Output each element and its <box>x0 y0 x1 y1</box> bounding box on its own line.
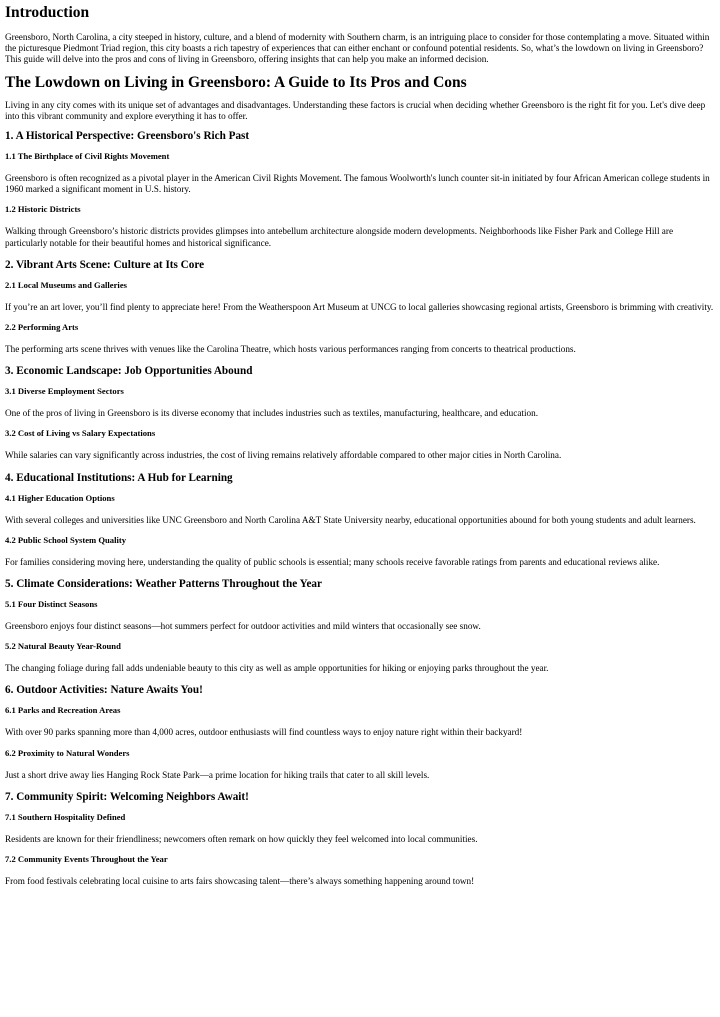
subsection-text: With several colleges and universities like UNC Greensboro and North Carolina A&T State University nearby, educational opportunities abound for both young students and adult learners. <box>5 514 696 525</box>
subsection-heading: 7.1 Southern Hospitality Defined <box>5 811 126 822</box>
subsection-text: The changing foliage during fall adds undeniable beauty to this city as well as ample opportunities for hiking or enjoying parks throughout the year. <box>5 663 549 674</box>
subsection-heading: 5.1 Four Distinct Seasons <box>5 599 98 610</box>
subsection-text: Greensboro is often recognized as a pivotal player in the American Civil Rights Movement. The famous Woolworth's lunch counter sit-in initiated by four African American college students in 1960 marked a significant moment in U.S. history. <box>5 173 710 195</box>
subsection-text: Residents are known for their friendliness; newcomers often remark on how quickly they feel welcomed into local communities. <box>5 833 478 844</box>
section-heading: 2. Vibrant Arts Scene: Culture at Its Core <box>5 258 205 271</box>
intro-heading: Introduction <box>5 4 90 21</box>
section-heading: 7. Community Spirit: Welcoming Neighbors Await! <box>5 790 249 803</box>
article-title: The Lowdown on Living in Greensboro: A Guide to Its Pros and Cons <box>5 73 467 91</box>
subsection-heading: 5.2 Natural Beauty Year-Round <box>5 641 121 652</box>
section-heading: 6. Outdoor Activities: Nature Awaits You! <box>5 684 203 697</box>
subsection-text: One of the pros of living in Greensboro is its diverse economy that includes industries such as textiles, manufacturing, healthcare, and education. <box>5 408 538 419</box>
section-heading: 1. A Historical Perspective: Greensboro's Rich Past <box>5 130 250 143</box>
subsection-text: From food festivals celebrating local cuisine to arts fairs showcasing talent—there’s always something happening around town! <box>5 876 475 887</box>
section-heading: 4. Educational Institutions: A Hub for Learning <box>5 471 233 484</box>
subsection-text: For families considering moving here, understanding the quality of public schools is essential; many schools receive favorable ratings from parents and educational reviews alike. <box>5 556 660 567</box>
section-heading: 5. Climate Considerations: Weather Patterns Throughout the Year <box>5 578 322 591</box>
subsection-heading: 3.2 Cost of Living vs Salary Expectations <box>5 428 156 439</box>
article-lead: Living in any city comes with its unique set of advantages and disadvantages. Understanding these factors is crucial when deciding whether Greensboro is the right fit for you. Let's dive deep into this vibrant community and explore everything it has to offer. <box>5 99 706 121</box>
subsection-heading: 4.1 Higher Education Options <box>5 492 115 503</box>
subsection-text: Walking through Greensboro’s historic districts provides glimpses into antebellum architecture alongside modern developments. Neighborhoods like Fisher Park and College Hill are particularly notable for their beautiful homes and historical significance. <box>5 226 674 248</box>
subsection-heading: 6.2 Proximity to Natural Wonders <box>5 747 130 758</box>
intro-paragraph: Greensboro, North Carolina, a city steeped in history, culture, and a blend of modernity with Southern charm, is an intriguing place to consider for those contemplating a move. Situated within the picturesque Piedmont Triad region, this city boasts a rich tapestry of experiences that can either enchant or confound potential residents. So, what’s the lowdown on living in Greensboro? This guide will delve into the pros and cons of living in Greensboro, offering insights that can help you make an informed decision. <box>5 32 710 65</box>
section-heading: 3. Economic Landscape: Job Opportunities Abound <box>5 365 253 378</box>
subsection-text: The performing arts scene thrives with venues like the Carolina Theatre, which hosts various performances ranging from concerts to theatrical productions. <box>5 344 576 355</box>
subsection-text: Just a short drive away lies Hanging Rock State Park—a prime location for hiking trails that cater to all skill levels. <box>5 769 430 780</box>
subsection-heading: 1.1 The Birthplace of Civil Rights Movement <box>5 151 170 162</box>
subsection-heading: 6.1 Parks and Recreation Areas <box>5 705 121 716</box>
subsection-text: While salaries can vary significantly across industries, the cost of living remains relatively affordable compared to other major cities in North Carolina. <box>5 450 562 461</box>
subsection-text: With over 90 parks spanning more than 4,000 acres, outdoor enthusiasts will find countless ways to enjoy nature right within their backyard! <box>5 727 523 738</box>
subsection-text: If you’re an art lover, you’ll find plenty to appreciate here! From the Weatherspoon Art Museum at UNCG to local galleries showcasing regional artists, Greensboro is brimming with creativity. <box>5 301 714 312</box>
subsection-heading: 1.2 Historic Districts <box>5 204 81 215</box>
subsection-heading: 3.1 Diverse Employment Sectors <box>5 386 124 397</box>
subsection-heading: 4.2 Public School System Quality <box>5 534 127 545</box>
subsection-heading: 2.2 Performing Arts <box>5 322 79 333</box>
subsection-heading: 7.2 Community Events Throughout the Year <box>5 854 168 865</box>
subsection-text: Greensboro enjoys four distinct seasons—hot summers perfect for outdoor activities and mild winters that occasionally see snow. <box>5 621 481 632</box>
subsection-heading: 2.1 Local Museums and Galleries <box>5 279 127 290</box>
